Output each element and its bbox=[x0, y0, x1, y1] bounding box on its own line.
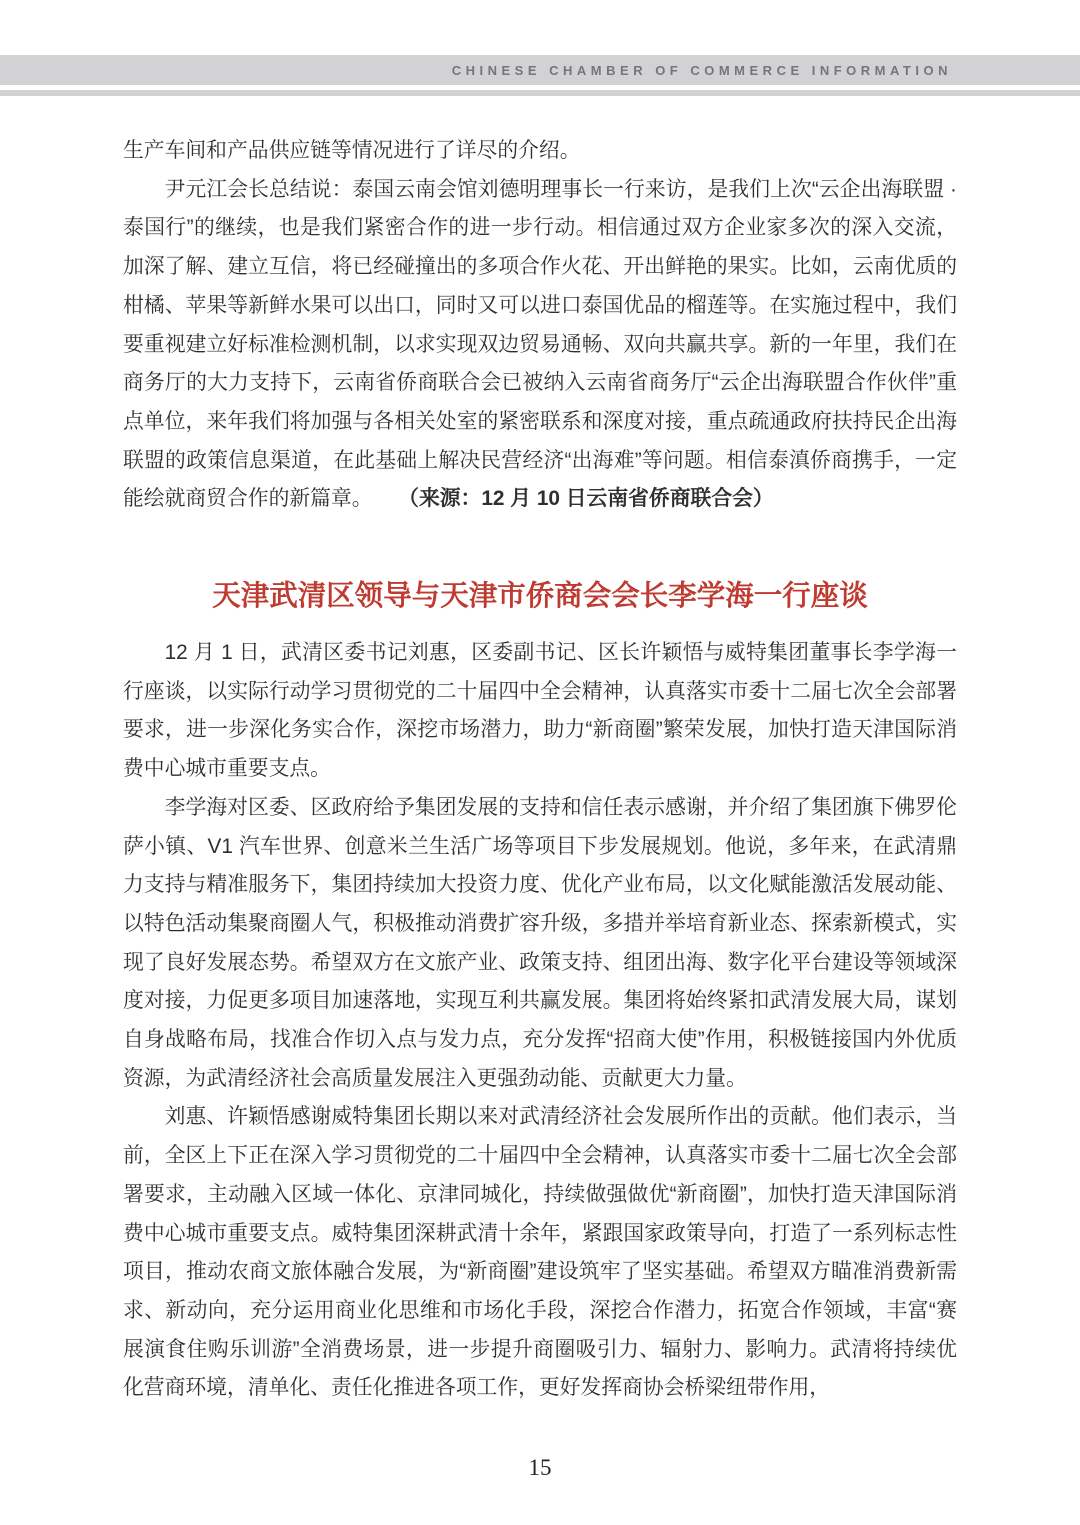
paragraph: 12 月 1 日，武清区委书记刘惠，区委副书记、区长许颖悟与威特集团董事长李学海一行座谈，以实际行动学习贯彻党的二十届四中全会精神，认真落实市委十二届七次全会部署要求，进一步深化务实合作，深挖市场潜力，助力“新商圈”繁荣发展，加快打造天津国际消费中心城市重要支点。 bbox=[123, 641, 957, 781]
paragraph-summary bbox=[123, 171, 957, 519]
paragraph: 李学海对区委、区政府给予集团发展的支持和信任表示感谢，并介绍了集团旗下佛罗伦萨小镇、V1 汽车世界、创意米兰生活广场等项目下步发展规划。他说，多年来，在武清鼎力支持与精准服务下，集团持续加大投资力度、优化产业布局，以文化赋能激活发展动能、以特色活动集聚商圈人气，积极推动消费扩容升级，多措并举培育新业态、探索新模式，实现了良好发展态势。希望双方在文旅产业、政策支持、组团出海、数字化平台建设等领域深度对接，力促更多项目加速落地，实现互利共赢发展。集团将始终紧扣武清发展大局，谋划自身战略布局，找准合作切入点与发力点，充分发挥“招商大使”作用，积极链接国内外优质资源，为武清经济社会高质量发展注入更强劲动能、贡献更大力量。 bbox=[123, 795, 957, 1090]
page-content bbox=[123, 0, 957, 1408]
article-title: 天津武清区领导与天津市侨商会会长李学海一行座谈 bbox=[212, 580, 868, 613]
paragraph-continuation: 生产车间和产品供应链等情况进行了详尽的介绍。 bbox=[123, 139, 581, 162]
paragraph-summary-text: 尹元江会长总结说：泰国云南会馆刘德明理事长一行来访，是我们上次“云企出海联盟 · 泰国行”的继续，也是我们紧密合作的进一步行动。相信通过双方企业家多次的深入交流，加深了解、建立互信，将已经碰撞出的多项合作火花、开出鲜艳的果实。比如，云南优质的柑橘、苹果等新鲜水果可以出口，同时又可以进口泰国优品的榴莲等。在实施过程中，我们要重视建立好标准检测机制，以求实现双边贸易通畅、双向共赢共享。新的一年里，我们在商务厅的大力支持下，云南省侨商联合会已被纳入云南省商务厅“云企出海联盟合作伙伴”重点单位，来年我们将加强与各相关处室的紧密联系和深度对接，重点疏通政府扶持民企出海联盟的政策信息渠道，在此基础上解决民营经济“出海难”等问题。相信泰滇侨商携手，一定能绘就商贸合作的新篇章。 bbox=[123, 177, 957, 511]
page-number: 15 bbox=[528, 1455, 552, 1480]
paragraph: 刘惠、许颖悟感谢威特集团长期以来对武清经济社会发展所作出的贡献。他们表示，当前，全区上下正在深入学习贯彻党的二十届四中全会精神，认真落实市委十二届七次全会部署要求，主动融入区域一体化、京津同城化，持续做强做优“新商圈”，加快打造天津国际消费中心城市重要支点。威特集团深耕武清十余年，紧跟国家政策导向，打造了一系列标志性项目，推动农商文旅体融合发展，为“新商圈”建设筑牢了坚实基础。希望双方瞄准消费新需求、新动向，充分运用商业化思维和市场化手段，深挖合作潜力，拓宽合作领域，丰富“赛展演食住购乐训游”全消费场景，进一步提升商圈吸引力、辐射力、影响力。武清将持续优化营商环境，清单化、责任化推进各项工作，更好发挥商协会桥梁纽带作用， bbox=[123, 1105, 957, 1400]
source-note: （来源：12 月 10 日云南省侨商联合会） bbox=[408, 487, 774, 511]
header-banner-text: CHINESE CHAMBER OF COMMERCE INFORMATION bbox=[451, 62, 952, 78]
